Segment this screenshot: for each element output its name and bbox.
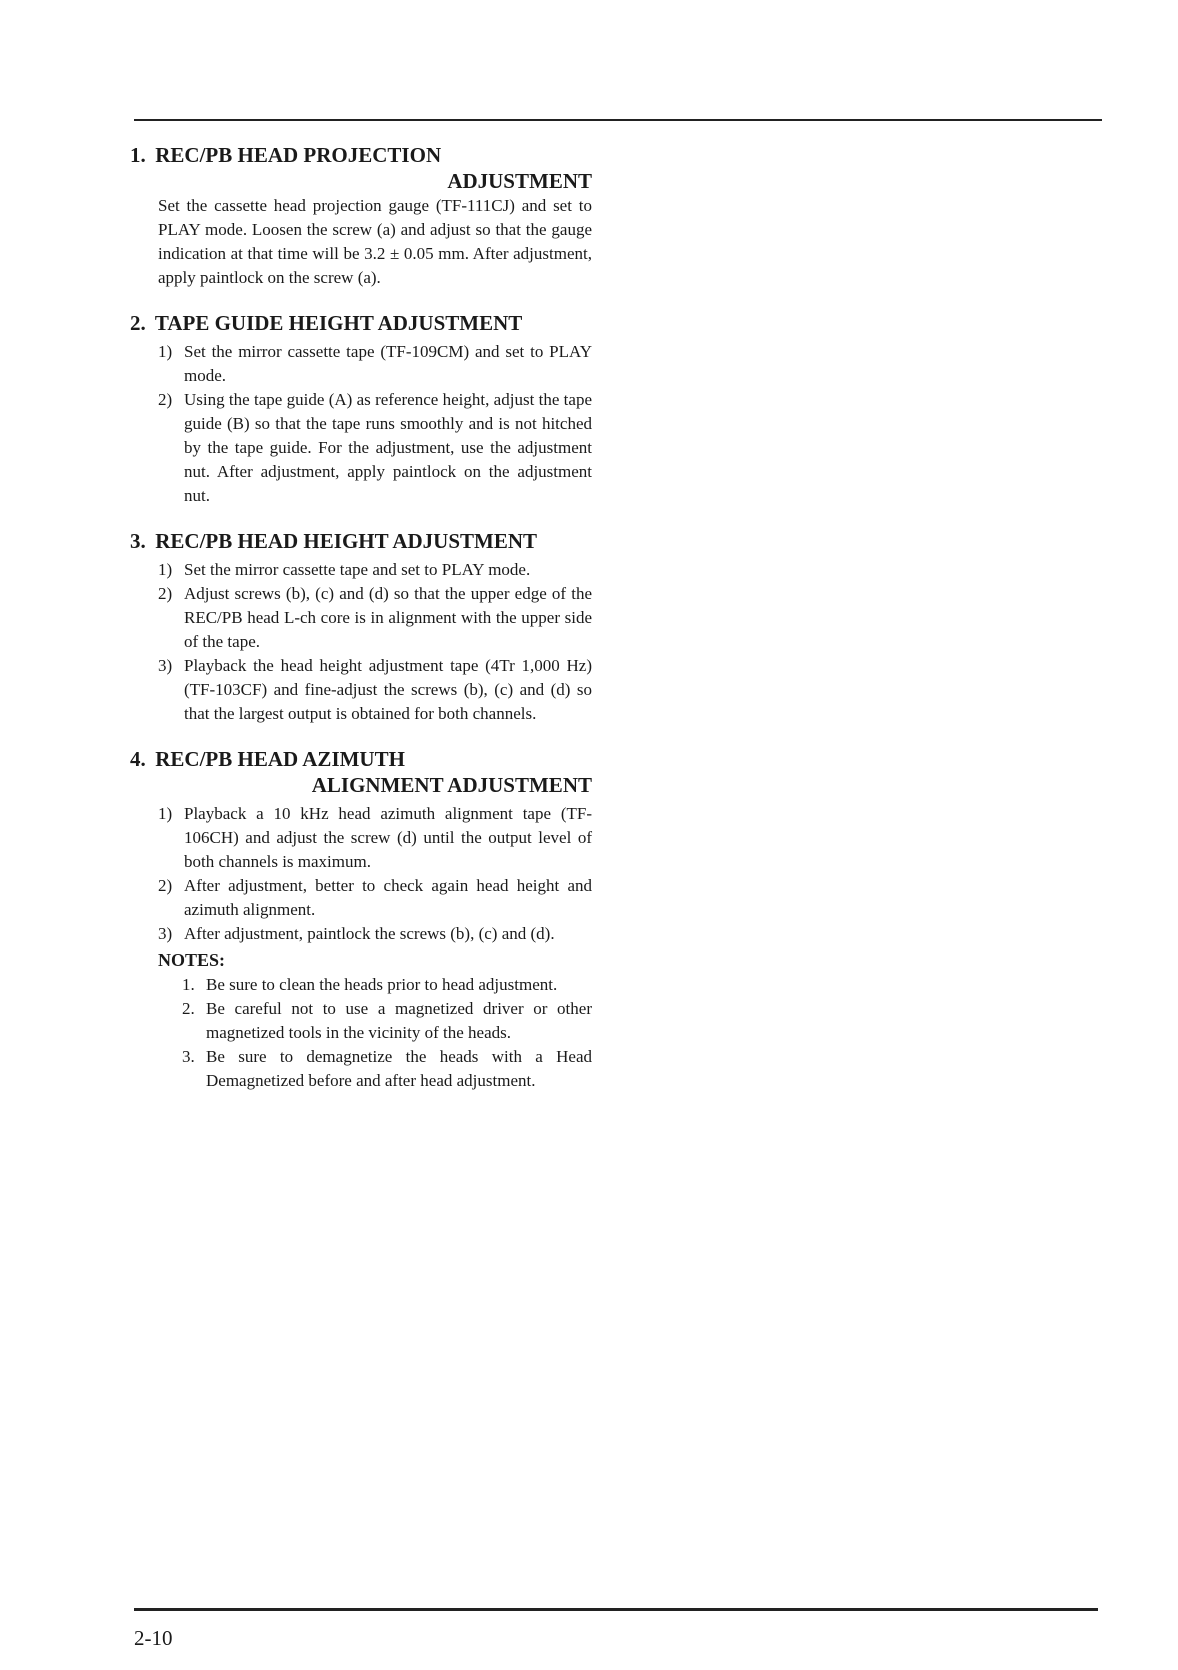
section-title-continued: ALIGNMENT ADJUSTMENT (311, 773, 592, 797)
step-text: Using the tape guide (A) as reference height, adjust the tape guide (B) so that the tape runs smoothly and is not hitched by the tape guide. For the adjustment, use the adjustment nut. After adjustment, apply paintlock on the adjustment nut. (184, 390, 592, 505)
step-item (158, 874, 592, 922)
top-rule (134, 119, 1102, 121)
step-list (130, 802, 592, 946)
section-title: TAPE GUIDE HEIGHT ADJUSTMENT (154, 311, 523, 335)
step-number: 1) (158, 560, 173, 579)
step-text: After adjustment, paintlock the screws (b), (c) and (d). (184, 924, 555, 943)
section-paragraph: Set the cassette head projection gauge (TF-111CJ) and set to PLAY mode. Loosen the screw (a) and adjust so that the gauge indication at that time will be 3.2 ± 0.05 mm. After adjustment, apply paintlock on the screw (a). (158, 196, 592, 287)
note-number: 3. (182, 1047, 195, 1066)
note-text: Be careful not to use a magnetized driver or other magnetized tools in the vicinity of the heads. (206, 999, 592, 1042)
note-number: 2. (182, 999, 195, 1018)
note-item (182, 1045, 592, 1093)
step-item (158, 802, 592, 874)
bottom-rule (134, 1608, 1098, 1611)
step-text: Set the mirror cassette tape (TF-109CM) and set to PLAY mode. (184, 342, 592, 385)
step-item (158, 388, 592, 508)
section-heading (130, 310, 592, 336)
step-number: 2) (158, 876, 173, 895)
section-title-continued: ADJUSTMENT (447, 169, 592, 193)
step-item (158, 654, 592, 726)
content-column (130, 142, 592, 1113)
section-title: REC/PB HEAD AZIMUTH (155, 747, 405, 771)
section-tape-guide (130, 310, 592, 508)
step-list (130, 340, 592, 508)
section-heading (130, 528, 592, 554)
step-item (158, 582, 592, 654)
section-title: REC/PB HEAD PROJECTION (155, 143, 442, 167)
step-text: Playback a 10 kHz head azimuth alignment tape (TF-106CH) and adjust the screw (d) until the output level of both channels is maximum. (184, 804, 592, 871)
step-text: Adjust screws (b), (c) and (d) so that the upper edge of the REC/PB head L-ch core is in alignment with the upper side of the tape. (184, 584, 592, 651)
section-head-projection (130, 142, 592, 290)
section-number: 1. (130, 143, 146, 167)
step-text: After adjustment, better to check again head height and azimuth alignment. (184, 876, 592, 919)
step-text: Playback the head height adjustment tape (4Tr 1,000 Hz) (TF-103CF) and fine-adjust the screws (b), (c) and (d) so that the largest output is obtained for both channels. (184, 656, 592, 723)
notes-heading: NOTES: (158, 950, 226, 970)
step-list (130, 558, 592, 726)
note-item (182, 973, 592, 997)
step-number: 3) (158, 656, 173, 675)
note-number: 1. (182, 975, 195, 994)
note-item (182, 997, 592, 1045)
section-number: 4. (130, 747, 146, 771)
step-item (158, 922, 592, 946)
section-azimuth (130, 746, 592, 1093)
page-number: 2-10 (134, 1626, 173, 1650)
section-head-height (130, 528, 592, 726)
note-text: Be sure to clean the heads prior to head adjustment. (206, 975, 558, 994)
step-number: 2) (158, 390, 173, 409)
step-number: 2) (158, 584, 173, 603)
section-number: 2. (130, 311, 146, 335)
section-title: REC/PB HEAD HEIGHT ADJUSTMENT (155, 529, 538, 553)
step-item (158, 558, 592, 582)
note-text: Be sure to demagnetize the heads with a Head Demagnetized before and after head adjustment. (206, 1047, 592, 1090)
section-heading (130, 746, 592, 798)
step-number: 3) (158, 924, 173, 943)
section-heading (130, 142, 592, 194)
step-item (158, 340, 592, 388)
step-number: 1) (158, 342, 173, 361)
step-text: Set the mirror cassette tape and set to PLAY mode. (184, 560, 531, 579)
section-number: 3. (130, 529, 146, 553)
step-number: 1) (158, 804, 173, 823)
